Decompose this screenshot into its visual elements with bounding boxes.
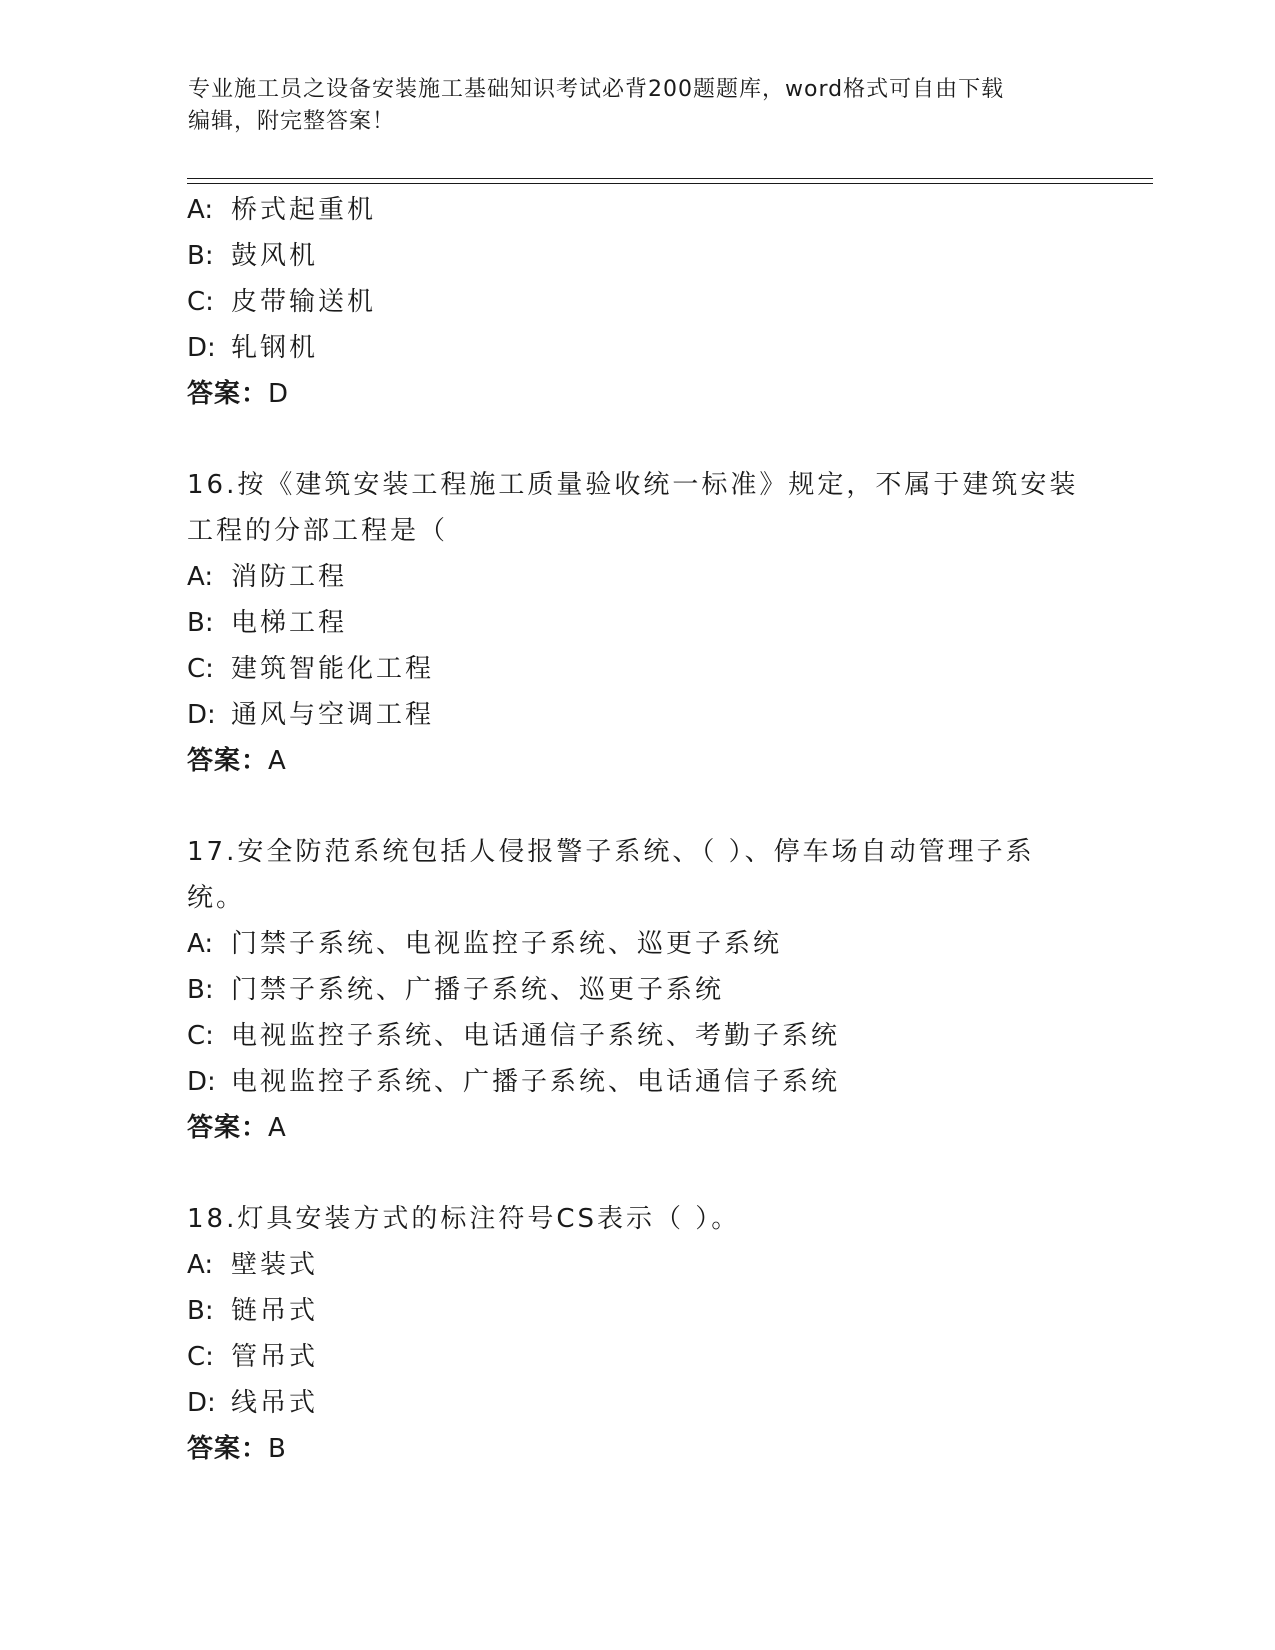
question-stem: 18.灯具安装方式的标注符号CS表示（ ）。 bbox=[187, 1204, 741, 1234]
answer-line: 答案：D bbox=[187, 379, 290, 409]
question-15 bbox=[187, 187, 1087, 417]
answer-line: 答案：B bbox=[187, 1434, 287, 1464]
answer-value: D bbox=[268, 379, 290, 409]
header-line-1: 专业施工员之设备安装施工基础知识考试必背200题题库，word格式可自由下载 bbox=[188, 77, 1005, 102]
option-c: C: 皮带输送机 bbox=[187, 287, 377, 317]
header-line-2: 编辑，附完整答案！ bbox=[188, 109, 396, 134]
option-b: B: 链吊式 bbox=[187, 1296, 319, 1326]
option-b: B: 鼓风机 bbox=[187, 241, 319, 271]
answer-value: B bbox=[268, 1434, 287, 1464]
answer-line: 答案：A bbox=[187, 1113, 287, 1143]
header-rule-bottom bbox=[187, 183, 1153, 184]
option-d: D: 通风与空调工程 bbox=[187, 700, 435, 730]
question-17 bbox=[187, 829, 1087, 1151]
header-rule-top bbox=[187, 178, 1153, 179]
option-a: A: 壁装式 bbox=[187, 1250, 319, 1280]
question-list bbox=[187, 187, 1087, 1472]
question-stem-cont: 工程的分部工程是（ bbox=[187, 516, 449, 546]
option-c: C: 电视监控子系统、电话通信子系统、考勤子系统 bbox=[187, 1021, 841, 1051]
document-header bbox=[188, 74, 1068, 138]
answer-value: A bbox=[268, 1113, 287, 1143]
answer-value: A bbox=[268, 746, 287, 776]
option-b: B: 电梯工程 bbox=[187, 608, 348, 638]
option-c: C: 建筑智能化工程 bbox=[187, 654, 435, 684]
answer-line: 答案：A bbox=[187, 746, 287, 776]
option-a: A: 消防工程 bbox=[187, 562, 348, 592]
option-a: A: 门禁子系统、电视监控子系统、巡更子系统 bbox=[187, 929, 783, 959]
option-d: D: 电视监控子系统、广播子系统、电话通信子系统 bbox=[187, 1067, 841, 1097]
question-18 bbox=[187, 1196, 1087, 1472]
option-d: D: 轧钢机 bbox=[187, 333, 319, 363]
question-16 bbox=[187, 462, 1087, 784]
question-stem: 16.按《建筑安装工程施工质量验收统一标准》规定，不属于建筑安装 bbox=[187, 470, 1079, 500]
option-d: D: 线吊式 bbox=[187, 1388, 319, 1418]
option-c: C: 管吊式 bbox=[187, 1342, 319, 1372]
question-stem: 17.安全防范系统包括人侵报警子系统、（ ）、停车场自动管理子系 bbox=[187, 837, 1035, 867]
question-stem-cont: 统。 bbox=[187, 883, 246, 913]
option-a: A: 桥式起重机 bbox=[187, 195, 377, 225]
option-b: B: 门禁子系统、广播子系统、巡更子系统 bbox=[187, 975, 725, 1005]
